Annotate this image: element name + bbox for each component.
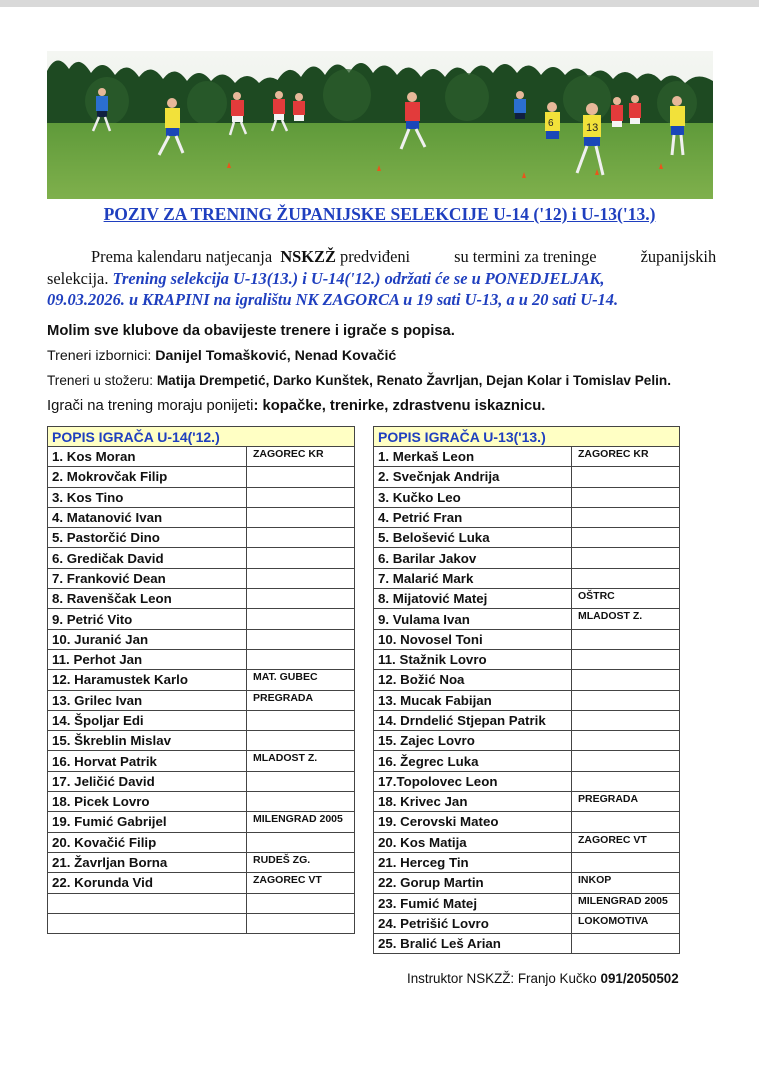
table-row: [374, 832, 680, 852]
player-club: [247, 893, 355, 913]
training-photo: [47, 51, 713, 199]
player-name: 15. Zajec Lovro: [374, 731, 572, 751]
player-club: PREGRADA: [247, 690, 355, 710]
player-name: 22. Korunda Vid: [48, 873, 247, 893]
player-name: 5. Belošević Luka: [374, 528, 572, 548]
u13-player-table: [373, 426, 680, 954]
player-club: MLADOST Z.: [247, 751, 355, 771]
table-row: [374, 771, 680, 791]
table-row: [48, 670, 355, 690]
player-name: 5. Pastorčić Dino: [48, 528, 247, 548]
player-name: 9. Vulama Ivan: [374, 609, 572, 629]
player-club: [247, 913, 355, 933]
table-row: [374, 649, 680, 669]
player-club: [247, 548, 355, 568]
player-name: 10. Novosel Toni: [374, 629, 572, 649]
training-announcement: Trening selekcija U-13(13.) i U-14('12.) održati će se u PONEDJELJAK,: [112, 268, 605, 288]
player-club: ZAGOREC VT: [572, 832, 680, 852]
instructor-footer: [407, 971, 679, 986]
player-name: 21. Žavrljan Borna: [48, 852, 247, 872]
player-name: 4. Petrić Fran: [374, 507, 572, 527]
table-row: [48, 467, 355, 487]
top-bar: [0, 0, 759, 7]
table-row: [374, 589, 680, 609]
table-row: [48, 832, 355, 852]
player-club: [247, 629, 355, 649]
intro-text-1c: su termini za treninge: [454, 247, 597, 266]
table-row: [374, 487, 680, 507]
table-row: [374, 731, 680, 751]
player-club: LOKOMOTIVA: [572, 913, 680, 933]
staff-label: Treneri u stožeru:: [47, 373, 154, 388]
player-name: 14. Špoljar Edi: [48, 710, 247, 730]
player-club: MAT. GUBEC: [247, 670, 355, 690]
player-club: [572, 629, 680, 649]
table-row: [48, 649, 355, 669]
table-row: [374, 568, 680, 588]
player-name: 6. Gredičak David: [48, 548, 247, 568]
player-name: 21. Herceg Tin: [374, 852, 572, 872]
table-row: [374, 467, 680, 487]
intro-text-1b: predviđeni: [340, 247, 411, 266]
table-row: [374, 670, 680, 690]
player-club: MLADOST Z.: [572, 609, 680, 629]
table-row: [374, 751, 680, 771]
table-row: [374, 548, 680, 568]
player-name: 16. Žegrec Luka: [374, 751, 572, 771]
table-row: [48, 731, 355, 751]
u13-table-header: POPIS IGRAČA U-13('13.): [374, 427, 680, 447]
player-name: 15. Škreblin Mislav: [48, 731, 247, 751]
player-club: MILENGRAD 2005: [572, 893, 680, 913]
player-name: 20. Kos Matija: [374, 832, 572, 852]
player-name: 18. Picek Lovro: [48, 792, 247, 812]
player-club: MILENGRAD 2005: [247, 812, 355, 832]
player-club: ZAGOREC VT: [247, 873, 355, 893]
player-name: 8. Mijatović Matej: [374, 589, 572, 609]
table-row: [48, 528, 355, 548]
player-name: 12. Haramustek Karlo: [48, 670, 247, 690]
table-row: [48, 690, 355, 710]
player-name: 11. Perhot Jan: [48, 649, 247, 669]
table-row: [374, 609, 680, 629]
player-club: [572, 507, 680, 527]
equipment-label: Igrači na trening moraju ponijeti: [47, 398, 254, 414]
table-row: [48, 893, 355, 913]
intro-text-2: selekcija.: [47, 268, 109, 288]
player-club: [247, 710, 355, 730]
player-club: [247, 832, 355, 852]
coaches-label: Treneri izbornici:: [47, 348, 152, 364]
table-row: [48, 792, 355, 812]
player-name: 7. Franković Dean: [48, 568, 247, 588]
player-name: [48, 913, 247, 933]
player-name: 2. Mokrovčak Filip: [48, 467, 247, 487]
player-club: [247, 792, 355, 812]
player-name: [48, 893, 247, 913]
table-row: [374, 893, 680, 913]
table-row: [48, 629, 355, 649]
player-club: INKOP: [572, 873, 680, 893]
svg-text:6: 6: [548, 118, 554, 129]
player-club: [572, 852, 680, 872]
table-row: [48, 507, 355, 527]
player-club: [572, 812, 680, 832]
player-name: 3. Kučko Leo: [374, 487, 572, 507]
player-name: 1. Merkaš Leon: [374, 447, 572, 467]
player-club: [572, 731, 680, 751]
table-row: [374, 629, 680, 649]
table-row: [374, 710, 680, 730]
table-row: [374, 528, 680, 548]
player-name: 11. Stažnik Lovro: [374, 649, 572, 669]
player-name: 4. Matanović Ivan: [48, 507, 247, 527]
player-name: 13. Mucak Fabijan: [374, 690, 572, 710]
player-name: 23. Fumić Matej: [374, 893, 572, 913]
table-row: [48, 447, 355, 467]
player-name: 14. Drndelić Stjepan Patrik: [374, 710, 572, 730]
table-row: [48, 812, 355, 832]
player-club: [572, 934, 680, 954]
staff-line: [47, 373, 671, 388]
player-club: ZAGOREC KR: [572, 447, 680, 467]
player-club: RUDEŠ ZG.: [247, 852, 355, 872]
player-name: 1. Kos Moran: [48, 447, 247, 467]
player-name: 3. Kos Tino: [48, 487, 247, 507]
coaches-line: [47, 348, 396, 364]
player-club: [572, 649, 680, 669]
player-name: 16. Horvat Patrik: [48, 751, 247, 771]
table-row: [374, 792, 680, 812]
u14-table-header: POPIS IGRAČA U-14('12.): [48, 427, 355, 447]
table-row: [48, 751, 355, 771]
player-name: 18. Krivec Jan: [374, 792, 572, 812]
player-club: ZAGOREC KR: [247, 447, 355, 467]
player-club: [247, 487, 355, 507]
player-club: [247, 731, 355, 751]
player-name: 12. Božić Noa: [374, 670, 572, 690]
player-club: [572, 467, 680, 487]
player-name: 6. Barilar Jakov: [374, 548, 572, 568]
player-name: 24. Petrišić Lovro: [374, 913, 572, 933]
player-name: 19. Fumić Gabrijel: [48, 812, 247, 832]
player-name: 25. Bralić Leš Arian: [374, 934, 572, 954]
intro-text-1: Prema kalendaru natjecanja: [91, 247, 273, 266]
federation-name: NSKZŽ: [280, 247, 336, 266]
player-name: 10. Juranić Jan: [48, 629, 247, 649]
player-club: [247, 771, 355, 791]
table-row: [374, 873, 680, 893]
table-row: [48, 589, 355, 609]
table-row: [48, 710, 355, 730]
player-name: 2. Svečnjak Andrija: [374, 467, 572, 487]
table-row: [374, 934, 680, 954]
notice-line: Molim sve klubove da obavijeste trenere i igrače s popisa.: [47, 323, 455, 339]
coaches-names: Danijel Tomašković, Nenad Kovačić: [155, 348, 397, 364]
table-row: [48, 913, 355, 933]
player-club: [572, 548, 680, 568]
intro-text-1d: županijskih: [640, 247, 717, 266]
player-name: 9. Petrić Vito: [48, 609, 247, 629]
player-club: [247, 528, 355, 548]
player-club: PREGRADA: [572, 792, 680, 812]
player-club: OŠTRC: [572, 589, 680, 609]
table-row: [48, 568, 355, 588]
player-club: [572, 568, 680, 588]
training-date-location: 09.03.2026. u KRAPINI na igralištu NK ZAGORCA u 19 sati U-13, a u 20 sati U-14.: [47, 290, 619, 309]
table-row: [48, 771, 355, 791]
player-club: [572, 528, 680, 548]
player-club: [247, 467, 355, 487]
player-name: 22. Gorup Martin: [374, 873, 572, 893]
page-title: POZIV ZA TRENING ŽUPANIJSKE SELEKCIJE U-14 ('12) i U-13('13.): [103, 204, 656, 224]
table-row: [374, 852, 680, 872]
table-row: [374, 812, 680, 832]
table-row: [48, 609, 355, 629]
player-club: [572, 751, 680, 771]
instructor-phone: 091/2050502: [600, 971, 679, 986]
table-row: [374, 507, 680, 527]
player-club: [247, 568, 355, 588]
player-name: 20. Kovačić Filip: [48, 832, 247, 852]
player-name: 8. Ravenščak Leon: [48, 589, 247, 609]
svg-text:13: 13: [586, 122, 599, 134]
player-club: [247, 609, 355, 629]
player-club: [572, 670, 680, 690]
equipment-line: [47, 398, 545, 414]
instructor-label: Instruktor NSKZŽ: Franjo Kučko: [407, 971, 597, 986]
table-row: [48, 548, 355, 568]
player-name: 17. Jeličić David: [48, 771, 247, 791]
table-row: [48, 873, 355, 893]
player-name: 17.Topolovec Leon: [374, 771, 572, 791]
intro-paragraph: [47, 246, 717, 311]
player-club: [572, 690, 680, 710]
staff-names: Matija Drempetić, Darko Kunštek, Renato Žavrljan, Dejan Kolar i Tomislav Pelin.: [156, 373, 672, 388]
player-name: 13. Grilec Ivan: [48, 690, 247, 710]
player-club: [572, 771, 680, 791]
u14-player-table: [47, 426, 355, 934]
table-row: [374, 690, 680, 710]
player-club: [572, 487, 680, 507]
player-club: [247, 589, 355, 609]
table-row: [48, 852, 355, 872]
player-name: 19. Cerovski Mateo: [374, 812, 572, 832]
table-row: [48, 487, 355, 507]
player-club: [247, 649, 355, 669]
table-row: [374, 447, 680, 467]
player-name: 7. Malarić Mark: [374, 568, 572, 588]
equipment-items: : kopačke, trenirke, zdrastvenu iskaznicu.: [253, 398, 546, 414]
player-club: [572, 710, 680, 730]
table-row: [374, 913, 680, 933]
player-club: [247, 507, 355, 527]
